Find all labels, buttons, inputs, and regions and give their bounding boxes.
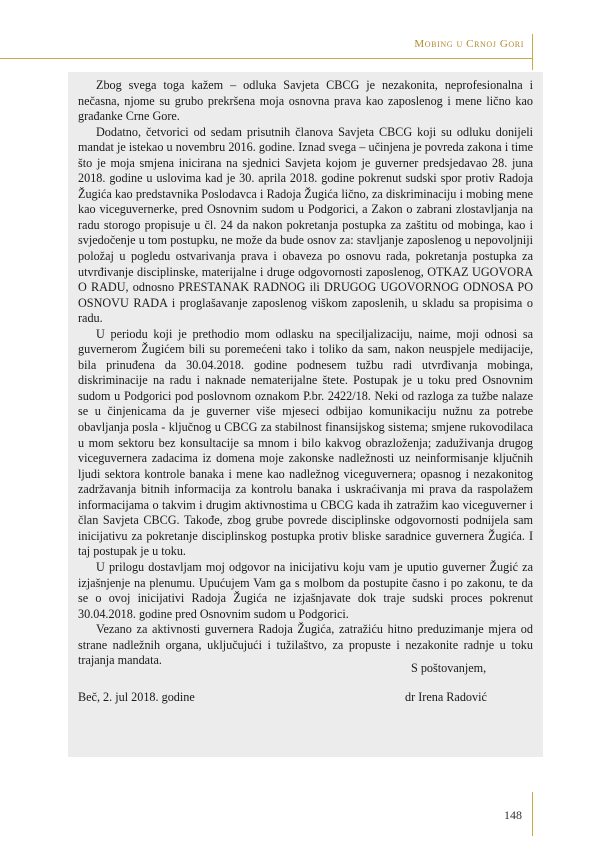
header-rule <box>0 58 532 59</box>
place-date: Beč, 2. jul 2018. godine <box>78 690 195 704</box>
closing-greeting: S poštovanjem, <box>411 661 487 675</box>
letter-body <box>78 78 533 669</box>
paragraph: Zbog svega toga kažem – odluka Savjeta CBCG je nezakonita, neprofesionalna i nečasna, njome su grubo prekršena moja osnovna prava kao zaposlenog i mene lično kao građanke Crne Gore. <box>78 78 533 124</box>
footer-divider <box>532 792 533 836</box>
page-number: 148 <box>504 808 522 822</box>
paragraph: U prilogu dostavljam moj odgovor na inicijativu koju vam je uputio guverner Žugić za izjašnjenje na plenumu. Upućujem Vam ga s molbom da postupite časno i po zakonu, te da se o ovoj inicijativi Radoja Žugića ne izjašnjavate dok traje sudski proces pokrenut 30.04.2018. godine pred Osnovnim sudom u Podgorici. <box>78 559 533 621</box>
running-head: Mobing u Crnoj Gori <box>414 38 524 50</box>
header-divider <box>532 34 533 70</box>
signature: dr Irena Radović <box>405 690 487 704</box>
paragraph: Dodatno, četvorici od sedam prisutnih članova Savjeta CBCG koji su odluku donijeli mandat je istekao u novembru 2016. godine. Iznad svega – učinjena je povreda zakona i time što je moja smjena inicirana na sjednici Savjeta kojom je guverner predsjedavao 28. juna 2018. godine u uslovima kad je 30. aprila 2018. godine pokrenut sudski spor protiv Radoja Žugića kao predstavnika Poslodavca i Radoja Žugića lično, za diskriminaciju i mobing mene kao viceguvernerke, pred Osnovnim sudom u Podgorici, a Zakon o zabrani zlostavljanja na radu storogo propisuje u čl. 24 da nakon pokretanja postupka za zaštitu od mobinga, kao i svjedočenje u tom postupku, ne može da bude osnov za: stavljanje zaposlenog u nepovoljniji položaj u pogledu ostvarivanja prava i obaveza po osnovu rada, pokretanja postupka za utvrđivanje disciplinske, materijalne i druge odgovornosti zaposlenog, OTKAZ UGOVORA O RADU, odnosno PRESTANAK RADNOG ili DRUGOG UGOVORNOG ODNOSA PO OSNOVU RADA i proglašavanje zaposlenog viškom zaposlenih, u skladu sa propisima o radu. <box>78 124 533 326</box>
paragraph: Vezano za aktivnosti guvernera Radoja Žugića, zatražiću hitno preduzimanje mjera od strane nadležnih organa, uključujući i tužilaštvo, za propuste i nezakonite radnje u toku trajanja mandata. <box>78 622 533 668</box>
paragraph: U periodu koji je prethodio mom odlasku na speciljalizaciju, naime, moji odnosi sa guvernerom Žugićem bili su poremećeni tako i toliko da sam, nakon neuspjele medijacije, bila prinuđena da 30.04.2018. godine podnesem tužbu radi utvrđivanja mobinga, diskriminacije na radu i naknade nematerijalne štete. Postupak je u toku pred Osnovnim sudom u Podgorici pod poslovnom oznakom P.br. 2422/18. Neki od razloga za tužbe nalaze se u činjenicama da je guverner više mjeseci odbijao komunikaciju nužnu za potrebe obavljanja posla - ključnog u CBCG za stabilnost finansijskog sistema; smjene rukovodilaca u mom sektoru bez konsultacije sa mnom i bilo kakvog obrazloženja; zaduživanja drugog viceguvernera zadacima iz domena moje zakonske nadležnosti uz neinformisanje ključnih ljudi sektora kontrole banaka i mene kao nadležnog viceguvernera; opasnog i nezakonitog zadržavanja bitnih informacija za kontrolu banaka i uskraćivanja mi prava da raspolažem informacijama o takvim i drugim aktivnostima u CBCG kada ih zatražim kao viceguverner i član Savjeta CBCG. Takođe, zbog grube povrede disciplinske odgovornosti podnijela sam inicijativu za pokretanje disciplinskog postupka protiv bliske saradnice guvernera Žugića. I taj postupak je u toku. <box>78 326 533 559</box>
